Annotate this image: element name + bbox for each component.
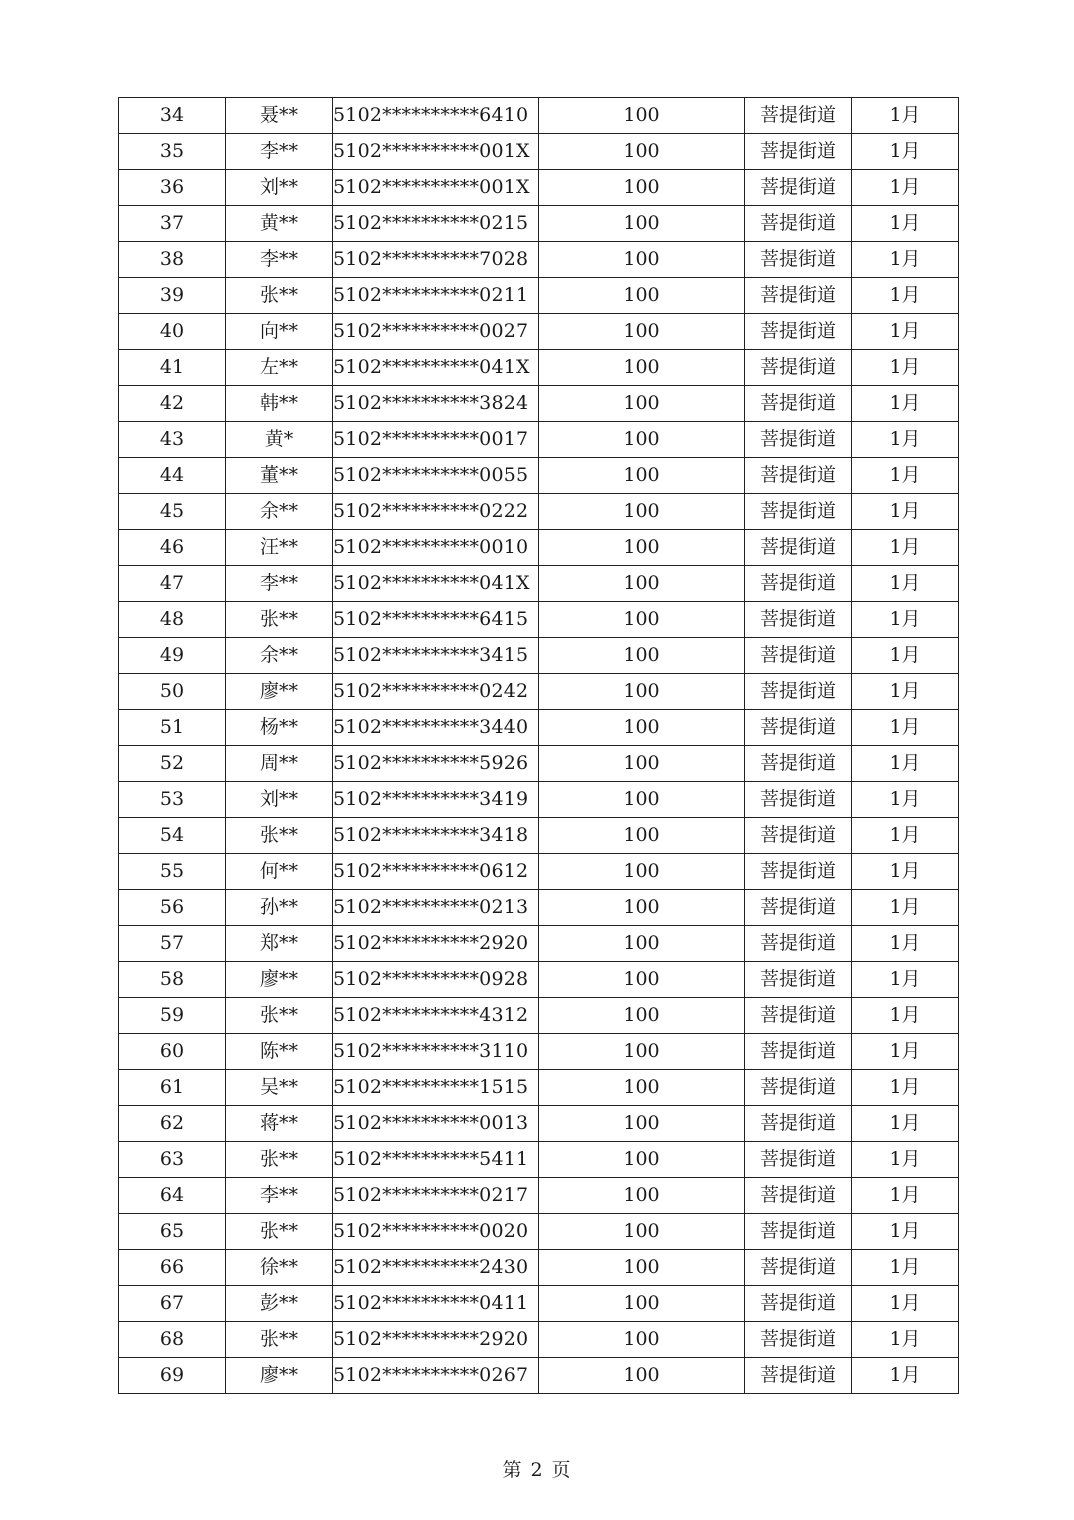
street-cell: 菩提街道 xyxy=(745,458,852,494)
street-cell: 菩提街道 xyxy=(745,998,852,1034)
row-number-cell: 43 xyxy=(119,422,226,458)
table-row xyxy=(119,854,959,890)
row-number-cell: 68 xyxy=(119,1322,226,1358)
id-number-cell: 5102**********5926 xyxy=(333,746,539,782)
street-cell: 菩提街道 xyxy=(745,638,852,674)
id-number-cell: 5102**********3415 xyxy=(333,638,539,674)
amount-cell: 100 xyxy=(539,998,745,1034)
table-row xyxy=(119,1214,959,1250)
street-cell: 菩提街道 xyxy=(745,926,852,962)
name-cell: 李** xyxy=(226,134,333,170)
amount-cell: 100 xyxy=(539,638,745,674)
street-cell: 菩提街道 xyxy=(745,710,852,746)
month-cell: 1月 xyxy=(852,1178,959,1214)
id-number-cell: 5102**********3418 xyxy=(333,818,539,854)
name-cell: 张** xyxy=(226,1214,333,1250)
street-cell: 菩提街道 xyxy=(745,494,852,530)
page-footer-prefix: 第 xyxy=(502,1459,523,1481)
amount-cell: 100 xyxy=(539,602,745,638)
name-cell: 聂** xyxy=(226,98,333,134)
table-row xyxy=(119,206,959,242)
row-number-cell: 67 xyxy=(119,1286,226,1322)
month-cell: 1月 xyxy=(852,602,959,638)
table-row xyxy=(119,1034,959,1070)
name-cell: 董** xyxy=(226,458,333,494)
street-cell: 菩提街道 xyxy=(745,1106,852,1142)
month-cell: 1月 xyxy=(852,566,959,602)
table-row xyxy=(119,890,959,926)
name-cell: 郑** xyxy=(226,926,333,962)
row-number-cell: 69 xyxy=(119,1358,226,1394)
roster-table-body xyxy=(119,98,959,1394)
name-cell: 张** xyxy=(226,1142,333,1178)
table-row xyxy=(119,1178,959,1214)
table-row xyxy=(119,314,959,350)
row-number-cell: 40 xyxy=(119,314,226,350)
amount-cell: 100 xyxy=(539,1358,745,1394)
row-number-cell: 45 xyxy=(119,494,226,530)
month-cell: 1月 xyxy=(852,278,959,314)
row-number-cell: 58 xyxy=(119,962,226,998)
name-cell: 余** xyxy=(226,494,333,530)
street-cell: 菩提街道 xyxy=(745,350,852,386)
table-row xyxy=(119,386,959,422)
name-cell: 黄** xyxy=(226,206,333,242)
roster-table xyxy=(118,97,959,1394)
month-cell: 1月 xyxy=(852,1358,959,1394)
id-number-cell: 5102**********4312 xyxy=(333,998,539,1034)
amount-cell: 100 xyxy=(539,350,745,386)
name-cell: 彭** xyxy=(226,1286,333,1322)
id-number-cell: 5102**********0242 xyxy=(333,674,539,710)
id-number-cell: 5102**********0928 xyxy=(333,962,539,998)
id-number-cell: 5102**********0612 xyxy=(333,854,539,890)
table-row xyxy=(119,1250,959,1286)
name-cell: 向** xyxy=(226,314,333,350)
street-cell: 菩提街道 xyxy=(745,278,852,314)
month-cell: 1月 xyxy=(852,1106,959,1142)
row-number-cell: 65 xyxy=(119,1214,226,1250)
row-number-cell: 37 xyxy=(119,206,226,242)
id-number-cell: 5102**********001X xyxy=(333,170,539,206)
table-row xyxy=(119,134,959,170)
row-number-cell: 56 xyxy=(119,890,226,926)
name-cell: 廖** xyxy=(226,674,333,710)
row-number-cell: 63 xyxy=(119,1142,226,1178)
id-number-cell: 5102**********0217 xyxy=(333,1178,539,1214)
name-cell: 何** xyxy=(226,854,333,890)
id-number-cell: 5102**********5411 xyxy=(333,1142,539,1178)
name-cell: 张** xyxy=(226,1322,333,1358)
amount-cell: 100 xyxy=(539,134,745,170)
street-cell: 菩提街道 xyxy=(745,386,852,422)
name-cell: 孙** xyxy=(226,890,333,926)
row-number-cell: 47 xyxy=(119,566,226,602)
id-number-cell: 5102**********6415 xyxy=(333,602,539,638)
amount-cell: 100 xyxy=(539,926,745,962)
row-number-cell: 57 xyxy=(119,926,226,962)
street-cell: 菩提街道 xyxy=(745,890,852,926)
name-cell: 张** xyxy=(226,998,333,1034)
amount-cell: 100 xyxy=(539,1286,745,1322)
id-number-cell: 5102**********001X xyxy=(333,134,539,170)
month-cell: 1月 xyxy=(852,1250,959,1286)
name-cell: 刘** xyxy=(226,170,333,206)
amount-cell: 100 xyxy=(539,710,745,746)
row-number-cell: 66 xyxy=(119,1250,226,1286)
month-cell: 1月 xyxy=(852,98,959,134)
id-number-cell: 5102**********0213 xyxy=(333,890,539,926)
row-number-cell: 46 xyxy=(119,530,226,566)
id-number-cell: 5102**********0017 xyxy=(333,422,539,458)
row-number-cell: 61 xyxy=(119,1070,226,1106)
id-number-cell: 5102**********3110 xyxy=(333,1034,539,1070)
amount-cell: 100 xyxy=(539,1214,745,1250)
month-cell: 1月 xyxy=(852,242,959,278)
id-number-cell: 5102**********7028 xyxy=(333,242,539,278)
id-number-cell: 5102**********0211 xyxy=(333,278,539,314)
street-cell: 菩提街道 xyxy=(745,602,852,638)
table-row xyxy=(119,1106,959,1142)
amount-cell: 100 xyxy=(539,746,745,782)
month-cell: 1月 xyxy=(852,890,959,926)
month-cell: 1月 xyxy=(852,422,959,458)
street-cell: 菩提街道 xyxy=(745,1178,852,1214)
name-cell: 刘** xyxy=(226,782,333,818)
row-number-cell: 36 xyxy=(119,170,226,206)
month-cell: 1月 xyxy=(852,854,959,890)
name-cell: 韩** xyxy=(226,386,333,422)
table-row xyxy=(119,746,959,782)
month-cell: 1月 xyxy=(852,998,959,1034)
name-cell: 李** xyxy=(226,566,333,602)
table-row xyxy=(119,98,959,134)
name-cell: 陈** xyxy=(226,1034,333,1070)
amount-cell: 100 xyxy=(539,890,745,926)
row-number-cell: 38 xyxy=(119,242,226,278)
amount-cell: 100 xyxy=(539,566,745,602)
name-cell: 黄* xyxy=(226,422,333,458)
street-cell: 菩提街道 xyxy=(745,1034,852,1070)
amount-cell: 100 xyxy=(539,1142,745,1178)
street-cell: 菩提街道 xyxy=(745,1214,852,1250)
id-number-cell: 5102**********0020 xyxy=(333,1214,539,1250)
table-row xyxy=(119,566,959,602)
row-number-cell: 52 xyxy=(119,746,226,782)
amount-cell: 100 xyxy=(539,314,745,350)
page-number: 2 xyxy=(530,1459,544,1481)
street-cell: 菩提街道 xyxy=(745,98,852,134)
month-cell: 1月 xyxy=(852,530,959,566)
street-cell: 菩提街道 xyxy=(745,206,852,242)
street-cell: 菩提街道 xyxy=(745,674,852,710)
table-row xyxy=(119,638,959,674)
id-number-cell: 5102**********3419 xyxy=(333,782,539,818)
name-cell: 杨** xyxy=(226,710,333,746)
id-number-cell: 5102**********0267 xyxy=(333,1358,539,1394)
id-number-cell: 5102**********2430 xyxy=(333,1250,539,1286)
name-cell: 李** xyxy=(226,1178,333,1214)
table-row xyxy=(119,602,959,638)
row-number-cell: 59 xyxy=(119,998,226,1034)
row-number-cell: 60 xyxy=(119,1034,226,1070)
month-cell: 1月 xyxy=(852,1214,959,1250)
month-cell: 1月 xyxy=(852,1322,959,1358)
amount-cell: 100 xyxy=(539,1070,745,1106)
table-row xyxy=(119,1358,959,1394)
amount-cell: 100 xyxy=(539,98,745,134)
street-cell: 菩提街道 xyxy=(745,1322,852,1358)
table-row xyxy=(119,926,959,962)
id-number-cell: 5102**********0027 xyxy=(333,314,539,350)
amount-cell: 100 xyxy=(539,854,745,890)
amount-cell: 100 xyxy=(539,458,745,494)
month-cell: 1月 xyxy=(852,1070,959,1106)
row-number-cell: 51 xyxy=(119,710,226,746)
month-cell: 1月 xyxy=(852,1142,959,1178)
table-row xyxy=(119,1070,959,1106)
table-row xyxy=(119,530,959,566)
row-number-cell: 49 xyxy=(119,638,226,674)
month-cell: 1月 xyxy=(852,350,959,386)
table-row xyxy=(119,962,959,998)
month-cell: 1月 xyxy=(852,674,959,710)
name-cell: 廖** xyxy=(226,1358,333,1394)
id-number-cell: 5102**********0013 xyxy=(333,1106,539,1142)
street-cell: 菩提街道 xyxy=(745,314,852,350)
row-number-cell: 42 xyxy=(119,386,226,422)
table-row xyxy=(119,458,959,494)
amount-cell: 100 xyxy=(539,1178,745,1214)
row-number-cell: 62 xyxy=(119,1106,226,1142)
id-number-cell: 5102**********0055 xyxy=(333,458,539,494)
street-cell: 菩提街道 xyxy=(745,782,852,818)
amount-cell: 100 xyxy=(539,494,745,530)
id-number-cell: 5102**********0222 xyxy=(333,494,539,530)
month-cell: 1月 xyxy=(852,314,959,350)
street-cell: 菩提街道 xyxy=(745,1250,852,1286)
id-number-cell: 5102**********0010 xyxy=(333,530,539,566)
month-cell: 1月 xyxy=(852,458,959,494)
month-cell: 1月 xyxy=(852,134,959,170)
page-footer xyxy=(0,1455,1074,1482)
name-cell: 张** xyxy=(226,818,333,854)
table-row xyxy=(119,494,959,530)
name-cell: 张** xyxy=(226,602,333,638)
table-row xyxy=(119,350,959,386)
amount-cell: 100 xyxy=(539,278,745,314)
amount-cell: 100 xyxy=(539,206,745,242)
month-cell: 1月 xyxy=(852,926,959,962)
month-cell: 1月 xyxy=(852,206,959,242)
id-number-cell: 5102**********3824 xyxy=(333,386,539,422)
amount-cell: 100 xyxy=(539,242,745,278)
row-number-cell: 50 xyxy=(119,674,226,710)
street-cell: 菩提街道 xyxy=(745,1142,852,1178)
table-row xyxy=(119,242,959,278)
amount-cell: 100 xyxy=(539,1106,745,1142)
row-number-cell: 34 xyxy=(119,98,226,134)
amount-cell: 100 xyxy=(539,674,745,710)
row-number-cell: 41 xyxy=(119,350,226,386)
street-cell: 菩提街道 xyxy=(745,1358,852,1394)
id-number-cell: 5102**********0215 xyxy=(333,206,539,242)
id-number-cell: 5102**********1515 xyxy=(333,1070,539,1106)
name-cell: 左** xyxy=(226,350,333,386)
id-number-cell: 5102**********3440 xyxy=(333,710,539,746)
amount-cell: 100 xyxy=(539,1322,745,1358)
amount-cell: 100 xyxy=(539,782,745,818)
month-cell: 1月 xyxy=(852,818,959,854)
amount-cell: 100 xyxy=(539,962,745,998)
id-number-cell: 5102**********041X xyxy=(333,566,539,602)
amount-cell: 100 xyxy=(539,1034,745,1070)
name-cell: 汪** xyxy=(226,530,333,566)
month-cell: 1月 xyxy=(852,746,959,782)
amount-cell: 100 xyxy=(539,530,745,566)
id-number-cell: 5102**********041X xyxy=(333,350,539,386)
month-cell: 1月 xyxy=(852,710,959,746)
row-number-cell: 53 xyxy=(119,782,226,818)
street-cell: 菩提街道 xyxy=(745,962,852,998)
street-cell: 菩提街道 xyxy=(745,134,852,170)
id-number-cell: 5102**********6410 xyxy=(333,98,539,134)
street-cell: 菩提街道 xyxy=(745,1286,852,1322)
row-number-cell: 48 xyxy=(119,602,226,638)
page-footer-suffix: 页 xyxy=(551,1459,572,1481)
id-number-cell: 5102**********2920 xyxy=(333,1322,539,1358)
month-cell: 1月 xyxy=(852,494,959,530)
street-cell: 菩提街道 xyxy=(745,422,852,458)
row-number-cell: 55 xyxy=(119,854,226,890)
month-cell: 1月 xyxy=(852,782,959,818)
street-cell: 菩提街道 xyxy=(745,242,852,278)
id-number-cell: 5102**********2920 xyxy=(333,926,539,962)
month-cell: 1月 xyxy=(852,638,959,674)
street-cell: 菩提街道 xyxy=(745,818,852,854)
street-cell: 菩提街道 xyxy=(745,746,852,782)
street-cell: 菩提街道 xyxy=(745,854,852,890)
month-cell: 1月 xyxy=(852,1034,959,1070)
amount-cell: 100 xyxy=(539,170,745,206)
table-row xyxy=(119,674,959,710)
name-cell: 徐** xyxy=(226,1250,333,1286)
table-row xyxy=(119,782,959,818)
amount-cell: 100 xyxy=(539,386,745,422)
table-row xyxy=(119,1322,959,1358)
table-row xyxy=(119,422,959,458)
month-cell: 1月 xyxy=(852,1286,959,1322)
id-number-cell: 5102**********0411 xyxy=(333,1286,539,1322)
street-cell: 菩提街道 xyxy=(745,170,852,206)
row-number-cell: 64 xyxy=(119,1178,226,1214)
table-row xyxy=(119,998,959,1034)
name-cell: 周** xyxy=(226,746,333,782)
street-cell: 菩提街道 xyxy=(745,1070,852,1106)
table-row xyxy=(119,818,959,854)
name-cell: 蒋** xyxy=(226,1106,333,1142)
month-cell: 1月 xyxy=(852,962,959,998)
month-cell: 1月 xyxy=(852,170,959,206)
row-number-cell: 44 xyxy=(119,458,226,494)
table-row xyxy=(119,1286,959,1322)
street-cell: 菩提街道 xyxy=(745,566,852,602)
name-cell: 余** xyxy=(226,638,333,674)
name-cell: 廖** xyxy=(226,962,333,998)
name-cell: 吴** xyxy=(226,1070,333,1106)
table-row xyxy=(119,170,959,206)
amount-cell: 100 xyxy=(539,818,745,854)
amount-cell: 100 xyxy=(539,1250,745,1286)
month-cell: 1月 xyxy=(852,386,959,422)
table-row xyxy=(119,1142,959,1178)
row-number-cell: 35 xyxy=(119,134,226,170)
row-number-cell: 39 xyxy=(119,278,226,314)
amount-cell: 100 xyxy=(539,422,745,458)
name-cell: 张** xyxy=(226,278,333,314)
row-number-cell: 54 xyxy=(119,818,226,854)
table-row xyxy=(119,278,959,314)
street-cell: 菩提街道 xyxy=(745,530,852,566)
table-row xyxy=(119,710,959,746)
name-cell: 李** xyxy=(226,242,333,278)
